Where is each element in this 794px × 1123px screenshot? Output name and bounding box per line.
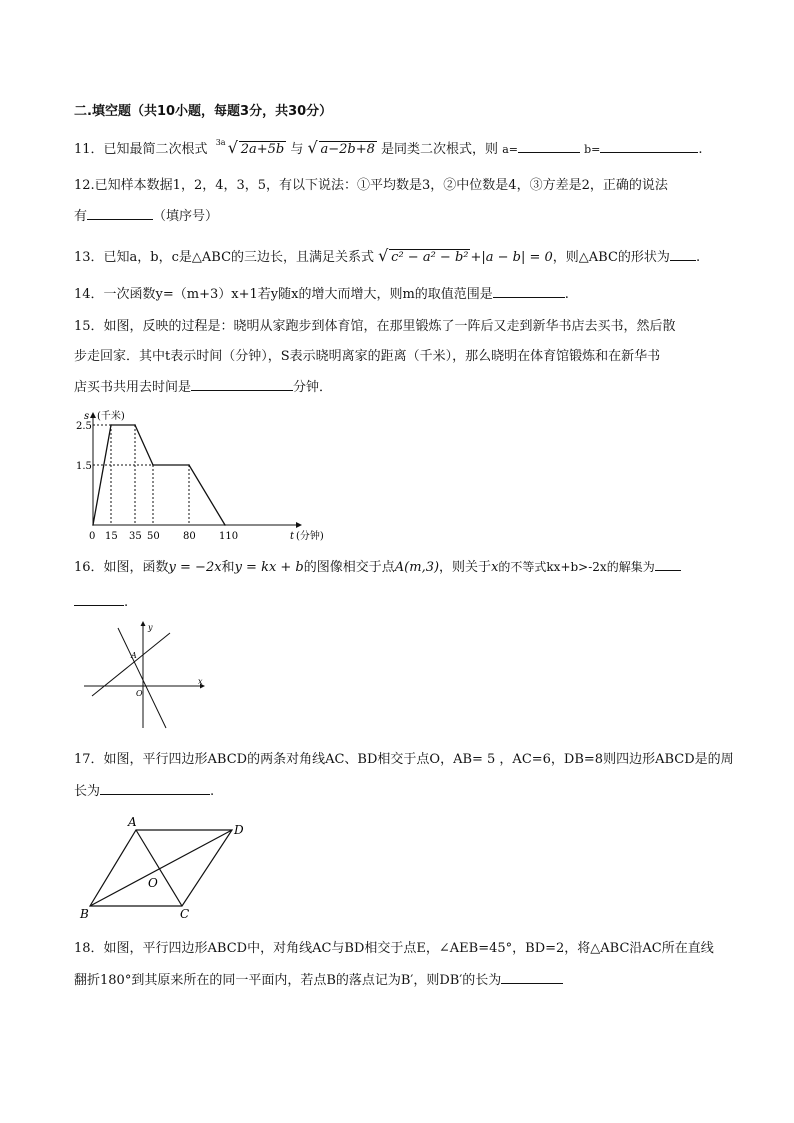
q17-label-o: O xyxy=(148,876,158,890)
q15-data-point-2 xyxy=(134,424,136,426)
q16-f2: y = kx + b xyxy=(234,560,304,575)
question-16 xyxy=(74,558,681,577)
q11-radical-index: 3a xyxy=(215,138,226,147)
q15-data-point-5 xyxy=(224,524,226,526)
question-15-line-1: 15．如图，反映的过程是：晓明从家跑步到体育馆，在那里锻炼了一阵后又走到新华书店去买书，然后散 xyxy=(74,319,676,334)
q17-label-d: D xyxy=(234,823,244,837)
q12-line2a: 有 xyxy=(74,209,88,224)
q15-data-point-0 xyxy=(92,524,94,526)
q16-f1: y = −2x xyxy=(168,560,222,575)
question-15-line-2: 步走回家．其中t表示时间（分钟），S表示晓明离家的距离（千米），那么晓明在体育馆锻炼和在新华书 xyxy=(74,349,661,364)
question-18-line-1: 18．如图，平行四边形ABCD中，对角线AC与BD相交于点E，∠AEB=45°，BD=2，将△ABC沿AC所在直线 xyxy=(74,941,714,956)
q15-x-tick-80: 80 xyxy=(183,531,196,542)
q13-abs: +|a − b| = 0 xyxy=(470,250,553,265)
q11-b-label: b= xyxy=(584,143,601,156)
q13-tail: ，则△ABC的形状为 xyxy=(552,250,670,265)
q14-text: 14．一次函数y=（m+3）x+1若y随x的增大而增大，则m的取值范围是 xyxy=(74,287,493,302)
q11-mid: 与 xyxy=(290,142,304,157)
question-18-line-2 xyxy=(74,971,563,990)
q11-a-blank[interactable] xyxy=(518,140,580,153)
q16-blank-2[interactable] xyxy=(74,593,124,606)
q15-y-tick-1.5: 1.5 xyxy=(76,461,92,472)
q16-function-graph xyxy=(80,618,210,733)
q15-x-tick-35: 35 xyxy=(129,531,142,542)
q12-line2b: （填序号） xyxy=(153,209,219,224)
q17-label-a: A xyxy=(128,815,137,829)
q11-radical-1-content: 2a+5b xyxy=(240,142,285,157)
question-17-line-2 xyxy=(74,782,214,801)
q11-a-label: a= xyxy=(502,143,518,156)
q16-mid: 的图像相交于点 xyxy=(303,560,395,575)
q15-origin-label: 0 xyxy=(89,531,96,542)
q15-x-axis-label: (分钟) xyxy=(296,531,324,542)
question-16-line-2 xyxy=(74,593,128,612)
q15-x-tick-15: 15 xyxy=(105,531,118,542)
q12-blank[interactable] xyxy=(87,207,153,220)
question-15-line-3 xyxy=(74,378,332,397)
q11-radical-2-content: a−2b+8 xyxy=(320,142,375,157)
q15-line3a: 店买书共用去时间是 xyxy=(74,380,192,395)
q16-line-kx-b xyxy=(92,633,170,696)
q16-tail2: 的不等式kx+b>-2x的解集为 xyxy=(498,560,655,574)
q13-blank[interactable] xyxy=(670,248,696,261)
q13-radical: √ c² − a² − b² xyxy=(378,246,469,265)
q18-line2: 翻折180°到其原来所在的同一平面内，若点B的落点记为B′，则DB′的长为 xyxy=(74,973,502,988)
question-11: 11．已知最简二次根式 3a √ 2a+5b 与 √ a−2b+8 是同类二次根式，则 a= b= . xyxy=(74,140,703,159)
q16-blank-1[interactable] xyxy=(655,558,681,571)
q17-blank[interactable] xyxy=(100,782,210,795)
q15-y-axis-label: (千米) xyxy=(97,411,125,422)
q15-line3b: 分钟． xyxy=(293,380,333,395)
q15-t-label: t xyxy=(290,531,295,542)
question-14: 14．一次函数y=（m+3）x+1若y随x的增大而增大，则m的取值范围是 . xyxy=(74,287,569,302)
q11-radical-2: √ a−2b+8 xyxy=(307,138,375,157)
q11-radical-1: 3a √ 2a+5b xyxy=(228,141,287,159)
question-12-line-2 xyxy=(74,207,218,226)
q15-x-tick-110: 110 xyxy=(219,531,239,542)
q13-lead: 13．已知a，b，c是△ABC的三边长，且满足关系式 xyxy=(74,250,375,265)
q15-y-tick-2.5: 2.5 xyxy=(76,421,92,432)
q16-point: A(m,3) xyxy=(394,560,440,575)
q17-parallelogram-figure xyxy=(76,812,266,922)
q15-blank[interactable] xyxy=(191,378,293,391)
q16-and: 和 xyxy=(221,560,235,575)
q17-line2a: 长为 xyxy=(74,784,101,799)
q16-y-label: y xyxy=(148,623,153,632)
section-title: 二.填空题（共10小题，每题3分，共30分） xyxy=(74,104,333,119)
q15-data-point-3 xyxy=(152,464,154,466)
q11-b-blank[interactable] xyxy=(600,140,698,153)
q16-tail: ，则关于 xyxy=(439,560,492,575)
q15-data-point-4 xyxy=(188,464,190,466)
q16-x-label: x xyxy=(198,677,203,686)
q11-tail: 是同类二次根式，则 xyxy=(381,142,499,157)
q16-line-y-neg2x xyxy=(118,628,166,728)
q16-end: . xyxy=(124,595,129,610)
q14-blank[interactable] xyxy=(493,285,565,298)
q15-x-tick-50: 50 xyxy=(147,531,160,542)
q16-origin-label: O xyxy=(136,689,143,698)
q16-lead: 16．如图，函数 xyxy=(74,560,169,575)
q16-point-a-label: A xyxy=(131,651,137,660)
q17-diagonal-ac xyxy=(136,830,182,906)
q15-data-point-1 xyxy=(110,424,112,426)
question-12-line-1: 12.已知样本数据1，2，4，3，5，有以下说法：①平均数是3，②中位数是4，③方差是2，正确的说法 xyxy=(74,178,668,193)
q17-diagonal-bd xyxy=(90,830,232,906)
q15-s-label: s xyxy=(84,411,90,422)
q17-label-c: C xyxy=(180,907,190,921)
question-13: 13．已知a，b，c是△ABC的三边长，且满足关系式 √ c² − a² − b² +|a − b| = 0，则△ABC的形状为 . xyxy=(74,246,701,265)
q16-var: x xyxy=(491,560,499,575)
q11-lead: 11．已知最简二次根式 xyxy=(74,142,208,157)
q17-label-b: B xyxy=(80,907,89,921)
q15-distance-time-graph xyxy=(76,405,326,545)
question-17-line-1: 17．如图，平行四边形ABCD的两条对角线AC、BD相交于点O，AB= 5 ，AC=6，DB=8则四边形ABCD是的周 xyxy=(74,752,734,767)
q13-radical-content: c² − a² − b² xyxy=(391,250,469,265)
q17-line2b: . xyxy=(210,784,215,799)
q18-blank[interactable] xyxy=(501,971,563,984)
q15-series-line xyxy=(93,425,225,525)
